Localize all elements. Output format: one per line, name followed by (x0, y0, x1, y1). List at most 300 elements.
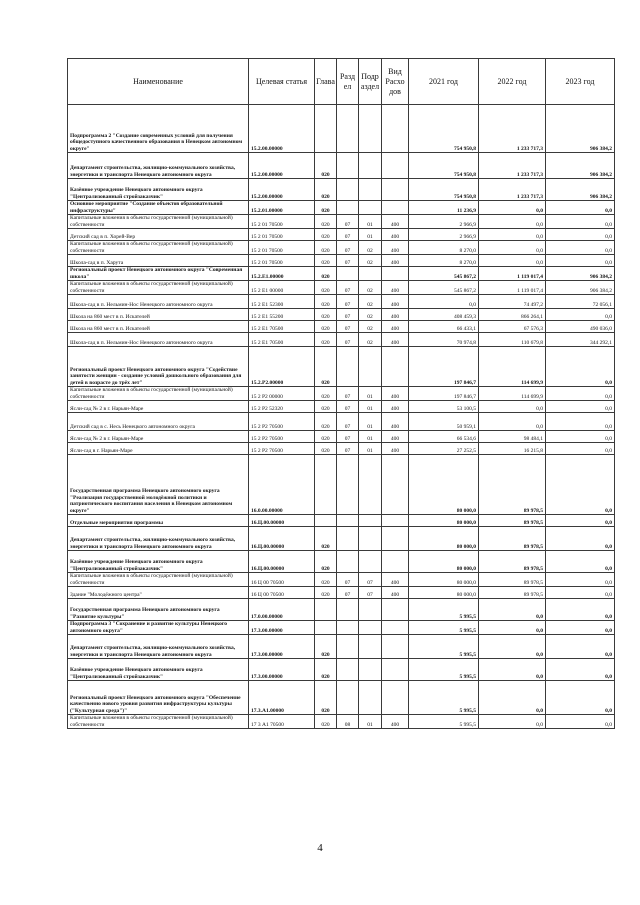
cell-subsection: 07 (359, 587, 382, 599)
cell-year-2022: 1 233 717,3 (479, 153, 546, 179)
cell-expense-type: 400 (382, 587, 409, 599)
cell-chapter: 020 (315, 443, 337, 455)
cell-year-2023: 0,0 (546, 255, 615, 267)
cell-year-2022: 89 978,5 (479, 455, 546, 515)
table-row (68, 635, 615, 659)
cell-expense-type: 400 (382, 255, 409, 267)
cell-year-2021: 53 100,5 (409, 401, 479, 413)
table-row (68, 215, 615, 229)
table-row (68, 267, 615, 281)
cell-subsection: 01 (359, 401, 382, 413)
cell-expense-type (382, 681, 409, 715)
cell-name: Детский сад в п. Хорей-Вер (68, 229, 249, 241)
cell-subsection (359, 527, 382, 551)
cell-article: 16.Ц.00.00000 (249, 527, 315, 551)
cell-subsection (359, 105, 382, 153)
header-year-2022: 2022 год (479, 59, 546, 105)
cell-section (337, 551, 359, 573)
cell-name: Капитальные вложения в объекты государственной (муниципальной) собственности (68, 715, 249, 729)
cell-subsection: 02 (359, 321, 382, 333)
cell-year-2021: 5 995,5 (409, 659, 479, 681)
cell-year-2022: 866 264,1 (479, 309, 546, 321)
table-body (68, 105, 615, 729)
cell-year-2022: 0,0 (479, 241, 546, 255)
cell-name: Ясли-сад № 2 в г. Нарьян-Маре (68, 431, 249, 443)
cell-subsection: 02 (359, 241, 382, 255)
cell-year-2021: 80 000,0 (409, 455, 479, 515)
cell-year-2023: 906 384,2 (546, 153, 615, 179)
cell-article: 17.3.А1.00000 (249, 681, 315, 715)
cell-year-2021: 80 000,0 (409, 551, 479, 573)
cell-chapter: 020 (315, 153, 337, 179)
cell-article: 17.3.00.00000 (249, 659, 315, 681)
cell-year-2023: 0,0 (546, 455, 615, 515)
cell-article: 17.3.00.00000 (249, 635, 315, 659)
table-row (68, 153, 615, 179)
cell-name: Капитальные вложения в объекты государственной (муниципальной) собственности (68, 573, 249, 587)
table-row (68, 573, 615, 587)
cell-year-2021: 754 950,8 (409, 153, 479, 179)
cell-year-2022: 98 484,1 (479, 431, 546, 443)
cell-year-2022: 110 679,8 (479, 333, 546, 347)
cell-section (337, 527, 359, 551)
cell-name: Детский сад в с. Несь Ненецкого автономного округа (68, 413, 249, 431)
cell-article: 15 2 Р2 52320 (249, 401, 315, 413)
cell-article: 15 2 01 70500 (249, 241, 315, 255)
cell-subsection (359, 681, 382, 715)
cell-subsection: 01 (359, 443, 382, 455)
cell-year-2022: 1 119 017,4 (479, 267, 546, 281)
cell-article: 17.3.00.00000 (249, 621, 315, 635)
cell-year-2021: 5 995,5 (409, 715, 479, 729)
cell-subsection (359, 659, 382, 681)
cell-year-2022: 89 978,5 (479, 573, 546, 587)
table-row (68, 681, 615, 715)
cell-article: 15.2.01.00000 (249, 201, 315, 215)
table-row (68, 281, 615, 295)
table-row (68, 413, 615, 431)
cell-section (337, 599, 359, 621)
cell-expense-type: 400 (382, 241, 409, 255)
cell-subsection (359, 201, 382, 215)
cell-chapter: 020 (315, 587, 337, 599)
table-row (68, 321, 615, 333)
cell-article: 15 2 Р2 70500 (249, 443, 315, 455)
cell-year-2021: 197 846,7 (409, 347, 479, 387)
cell-section: 07 (337, 401, 359, 413)
cell-expense-type: 400 (382, 229, 409, 241)
cell-subsection (359, 599, 382, 621)
cell-article: 15 2 01 70500 (249, 215, 315, 229)
cell-expense-type (382, 659, 409, 681)
cell-name: Государственная программа Ненецкого автономного округа "Развитие культуры" (68, 599, 249, 621)
cell-year-2023: 906 384,2 (546, 105, 615, 153)
cell-chapter: 020 (315, 681, 337, 715)
cell-year-2023: 72 056,1 (546, 295, 615, 309)
table-row (68, 201, 615, 215)
cell-year-2022: 0,0 (479, 621, 546, 635)
cell-article: 17 3 А1 70500 (249, 715, 315, 729)
cell-subsection: 02 (359, 281, 382, 295)
header-chapter: Глава (315, 59, 337, 105)
cell-year-2021: 11 236,9 (409, 201, 479, 215)
cell-year-2023: 0,0 (546, 309, 615, 321)
cell-chapter: 020 (315, 401, 337, 413)
cell-section (337, 267, 359, 281)
cell-chapter: 020 (315, 281, 337, 295)
cell-article: 16.0.00.00000 (249, 455, 315, 515)
cell-name: Подпрограмма 2 "Создание современных условий для получения общедоступного качественного образования в Ненецком автономном округе" (68, 105, 249, 153)
cell-expense-type: 400 (382, 321, 409, 333)
cell-expense-type: 400 (382, 715, 409, 729)
table-row (68, 599, 615, 621)
cell-name: Капитальные вложения в объекты государственной (муниципальной) собственности (68, 281, 249, 295)
cell-article: 15 2 Р2 70500 (249, 413, 315, 431)
cell-year-2021: 2 966,9 (409, 229, 479, 241)
cell-chapter: 020 (315, 573, 337, 587)
cell-section: 07 (337, 333, 359, 347)
cell-expense-type (382, 599, 409, 621)
cell-section (337, 681, 359, 715)
cell-year-2023: 0,0 (546, 599, 615, 621)
cell-article: 15 2 Е1 00000 (249, 281, 315, 295)
cell-year-2022: 16 215,8 (479, 443, 546, 455)
cell-name: Школа-сад в п. Нельмин-Нос Ненецкого автономного округа (68, 295, 249, 309)
cell-year-2022: 67 576,3 (479, 321, 546, 333)
cell-chapter: 020 (315, 241, 337, 255)
cell-expense-type: 400 (382, 431, 409, 443)
cell-expense-type: 400 (382, 443, 409, 455)
header-year-2021: 2021 год (409, 59, 479, 105)
cell-name: Департамент строительства, жилищно-коммунального хозяйства, энергетики и транспорта Ненецкого автономного округа (68, 635, 249, 659)
cell-name: Ясли-сад в г. Нарьян-Маре (68, 443, 249, 455)
cell-expense-type: 400 (382, 573, 409, 587)
budget-table (67, 58, 615, 729)
table-row (68, 105, 615, 153)
cell-section: 07 (337, 295, 359, 309)
table-row (68, 229, 615, 241)
cell-article: 16 Ц 00 70500 (249, 587, 315, 599)
cell-expense-type (382, 515, 409, 527)
cell-subsection: 01 (359, 413, 382, 431)
cell-name: Капитальные вложения в объекты государственной (муниципальной) собственности (68, 241, 249, 255)
cell-subsection: 02 (359, 309, 382, 321)
cell-year-2021: 408 459,3 (409, 309, 479, 321)
cell-article: 15 2 01 70500 (249, 255, 315, 267)
cell-year-2022: 0,0 (479, 715, 546, 729)
cell-chapter: 020 (315, 387, 337, 401)
cell-section: 07 (337, 255, 359, 267)
cell-year-2021: 5 995,5 (409, 599, 479, 621)
cell-year-2021: 545 867,2 (409, 267, 479, 281)
table-row (68, 333, 615, 347)
cell-section: 07 (337, 443, 359, 455)
cell-year-2023: 0,0 (546, 201, 615, 215)
cell-section: 07 (337, 241, 359, 255)
cell-section (337, 455, 359, 515)
cell-section (337, 635, 359, 659)
cell-section: 07 (337, 309, 359, 321)
cell-subsection (359, 347, 382, 387)
cell-chapter (315, 515, 337, 527)
cell-section: 07 (337, 321, 359, 333)
cell-year-2021: 8 270,0 (409, 255, 479, 267)
cell-subsection (359, 635, 382, 659)
cell-section: 07 (337, 413, 359, 431)
cell-subsection (359, 515, 382, 527)
cell-year-2022: 89 978,5 (479, 515, 546, 527)
cell-expense-type: 400 (382, 295, 409, 309)
cell-expense-type (382, 179, 409, 201)
cell-year-2023: 0,0 (546, 621, 615, 635)
cell-year-2021: 754 950,8 (409, 105, 479, 153)
cell-chapter: 020 (315, 431, 337, 443)
cell-subsection (359, 455, 382, 515)
cell-section (337, 153, 359, 179)
cell-chapter: 020 (315, 267, 337, 281)
table-row (68, 387, 615, 401)
cell-year-2023: 906 384,2 (546, 179, 615, 201)
cell-year-2022: 0,0 (479, 401, 546, 413)
table-row (68, 179, 615, 201)
header-article: Целевая статья (249, 59, 315, 105)
cell-section (337, 515, 359, 527)
cell-expense-type: 400 (382, 333, 409, 347)
cell-section: 07 (337, 573, 359, 587)
cell-chapter (315, 105, 337, 153)
cell-chapter: 020 (315, 201, 337, 215)
cell-year-2021: 5 995,5 (409, 681, 479, 715)
table-row (68, 659, 615, 681)
cell-expense-type (382, 347, 409, 387)
cell-name: Региональный проект Ненецкого автономного округа "Обеспечение качественно нового уровня развития инфраструктуры культуры ("Культурная среда")" (68, 681, 249, 715)
cell-expense-type: 400 (382, 387, 409, 401)
cell-chapter (315, 455, 337, 515)
cell-article: 15 2 Р2 00000 (249, 387, 315, 401)
header-year-2023: 2023 год (546, 59, 615, 105)
cell-year-2022: 114 699,9 (479, 387, 546, 401)
cell-year-2021: 5 995,5 (409, 621, 479, 635)
cell-year-2023: 0,0 (546, 515, 615, 527)
cell-year-2023: 906 384,2 (546, 267, 615, 281)
cell-article: 16.Ц.00.00000 (249, 515, 315, 527)
cell-name: Подпрограмма 3 "Сохранение и развитие культуры Ненецкого автономного округа" (68, 621, 249, 635)
cell-chapter: 020 (315, 635, 337, 659)
cell-chapter (315, 621, 337, 635)
cell-chapter: 020 (315, 527, 337, 551)
cell-year-2021: 80 000,0 (409, 527, 479, 551)
cell-chapter: 020 (315, 321, 337, 333)
cell-name: Отдельные мероприятия программы (68, 515, 249, 527)
cell-expense-type (382, 153, 409, 179)
cell-name: Школа на 860 мест в п. Искателей (68, 321, 249, 333)
cell-section: 07 (337, 215, 359, 229)
cell-name: Ясли-сад № 2 в г. Нарьян-Маре (68, 401, 249, 413)
cell-name: Региональный проект Ненецкого автономного округа "Современная школа" (68, 267, 249, 281)
table-row (68, 455, 615, 515)
table-row (68, 515, 615, 527)
cell-section (337, 621, 359, 635)
table-row (68, 347, 615, 387)
cell-expense-type: 400 (382, 413, 409, 431)
cell-section: 07 (337, 587, 359, 599)
header-row (68, 59, 615, 105)
cell-chapter: 020 (315, 255, 337, 267)
cell-section (337, 347, 359, 387)
cell-article: 15.2.00.00000 (249, 153, 315, 179)
cell-section (337, 659, 359, 681)
cell-year-2022: 0,0 (479, 659, 546, 681)
cell-article: 15.2.Р2.00000 (249, 347, 315, 387)
cell-name: Основное мероприятие "Создание объектов образовательной инфраструктуры" (68, 201, 249, 215)
cell-chapter: 020 (315, 309, 337, 321)
cell-article: 15 2 01 70500 (249, 229, 315, 241)
cell-chapter: 020 (315, 333, 337, 347)
cell-year-2023: 0,0 (546, 587, 615, 599)
cell-year-2022: 1 119 017,4 (479, 281, 546, 295)
cell-expense-type (382, 635, 409, 659)
cell-year-2021: 50 959,1 (409, 413, 479, 431)
cell-article: 15.2.Е1.00000 (249, 267, 315, 281)
cell-expense-type (382, 105, 409, 153)
cell-chapter: 020 (315, 347, 337, 387)
cell-year-2021: 66 433,1 (409, 321, 479, 333)
cell-year-2022: 0,0 (479, 201, 546, 215)
cell-year-2022: 0,0 (479, 599, 546, 621)
cell-name: Школа-сад в п. Нельмин-Нос Ненецкого автономного округа (68, 333, 249, 347)
cell-subsection: 02 (359, 295, 382, 309)
cell-year-2021: 70 974,8 (409, 333, 479, 347)
cell-article: 16 Ц 00 70500 (249, 573, 315, 587)
cell-year-2022: 1 233 717,3 (479, 105, 546, 153)
cell-subsection: 01 (359, 229, 382, 241)
cell-year-2023: 0,0 (546, 401, 615, 413)
cell-article: 15 2 Е1 70500 (249, 333, 315, 347)
cell-subsection: 01 (359, 215, 382, 229)
cell-year-2023: 0,0 (546, 387, 615, 401)
cell-year-2022: 0,0 (479, 681, 546, 715)
cell-article: 15.2.00.00000 (249, 179, 315, 201)
cell-name: Здание "Молодёжного центра" (68, 587, 249, 599)
cell-section (337, 105, 359, 153)
cell-year-2023: 0,0 (546, 681, 615, 715)
cell-year-2023: 0,0 (546, 215, 615, 229)
table-row (68, 527, 615, 551)
cell-year-2021: 27 252,5 (409, 443, 479, 455)
cell-year-2021: 2 966,9 (409, 215, 479, 229)
cell-year-2021: 80 000,0 (409, 573, 479, 587)
cell-year-2021: 66 534,6 (409, 431, 479, 443)
cell-article: 15 2 Е1 55200 (249, 309, 315, 321)
table-row (68, 621, 615, 635)
table-row (68, 255, 615, 267)
cell-expense-type: 400 (382, 281, 409, 295)
cell-year-2021: 80 000,0 (409, 587, 479, 599)
cell-year-2023: 0,0 (546, 347, 615, 387)
cell-chapter: 020 (315, 215, 337, 229)
cell-year-2022: 0,0 (479, 215, 546, 229)
cell-year-2022: 74 497,2 (479, 295, 546, 309)
cell-name: Капитальные вложения в объекты государственной (муниципальной) собственности (68, 215, 249, 229)
cell-chapter: 020 (315, 295, 337, 309)
cell-subsection (359, 267, 382, 281)
cell-chapter: 020 (315, 179, 337, 201)
header-section: Разд ел (337, 59, 359, 105)
cell-expense-type (382, 621, 409, 635)
cell-year-2023: 0,0 (546, 635, 615, 659)
cell-expense-type (382, 527, 409, 551)
page-number: 4 (317, 842, 323, 854)
cell-year-2022: 0,0 (479, 255, 546, 267)
cell-subsection: 01 (359, 715, 382, 729)
header-expense-type: Вид Расхо дов (382, 59, 409, 105)
cell-year-2021: 754 950,8 (409, 179, 479, 201)
cell-section: 07 (337, 387, 359, 401)
cell-expense-type (382, 551, 409, 573)
cell-section (337, 179, 359, 201)
cell-subsection: 01 (359, 431, 382, 443)
cell-year-2023: 0,0 (546, 715, 615, 729)
cell-year-2022: 89 978,5 (479, 527, 546, 551)
cell-name: Казённое учреждение Ненецкого автономного округа "Централизованный стройзаказчик" (68, 659, 249, 681)
cell-subsection: 01 (359, 387, 382, 401)
cell-year-2022: 89 978,5 (479, 587, 546, 599)
table-row (68, 309, 615, 321)
table-row (68, 241, 615, 255)
cell-name: Школа-сад в п. Харута (68, 255, 249, 267)
cell-subsection (359, 551, 382, 573)
cell-year-2023: 344 292,1 (546, 333, 615, 347)
cell-chapter: 020 (315, 229, 337, 241)
cell-section: 07 (337, 281, 359, 295)
cell-year-2023: 0,0 (546, 573, 615, 587)
cell-article: 15 2 Е1 70500 (249, 321, 315, 333)
cell-subsection: 02 (359, 333, 382, 347)
cell-year-2021: 5 995,5 (409, 635, 479, 659)
table-row (68, 587, 615, 599)
cell-subsection (359, 153, 382, 179)
cell-name: Казённое учреждение Ненецкого автономного округа "Централизованный стройзаказчик" (68, 179, 249, 201)
table-row (68, 431, 615, 443)
cell-year-2021: 545 867,2 (409, 281, 479, 295)
cell-name: Школа на 860 мест в п. Искателей (68, 309, 249, 321)
cell-section (337, 201, 359, 215)
cell-year-2021: 80 000,0 (409, 515, 479, 527)
table-row (68, 715, 615, 729)
cell-expense-type (382, 267, 409, 281)
cell-year-2022: 0,0 (479, 413, 546, 431)
cell-chapter (315, 599, 337, 621)
cell-year-2022: 89 978,5 (479, 551, 546, 573)
cell-name: Департамент строительства, жилищно-коммунального хозяйства, энергетики и транспорта Ненецкого автономного округа (68, 153, 249, 179)
cell-article: 15 2 Р2 70500 (249, 431, 315, 443)
cell-year-2023: 0,0 (546, 229, 615, 241)
table-row (68, 551, 615, 573)
cell-subsection (359, 621, 382, 635)
cell-article: 17.0.00.00000 (249, 599, 315, 621)
cell-chapter: 020 (315, 715, 337, 729)
cell-year-2023: 0,0 (546, 413, 615, 431)
cell-year-2023: 906 384,2 (546, 281, 615, 295)
header-name: Наименование (68, 59, 249, 105)
cell-name: Капитальные вложения в объекты государственной (муниципальной) собственности (68, 387, 249, 401)
cell-expense-type: 400 (382, 309, 409, 321)
cell-year-2023: 0,0 (546, 659, 615, 681)
cell-year-2021: 8 270,0 (409, 241, 479, 255)
cell-year-2023: 0,0 (546, 527, 615, 551)
cell-article: 15.2.00.00000 (249, 105, 315, 153)
cell-name: Региональный проект Ненецкого автономного округа "Содействие занятости женщин - создание условий дошкольного образования для детей в возрасте до трёх лет" (68, 347, 249, 387)
